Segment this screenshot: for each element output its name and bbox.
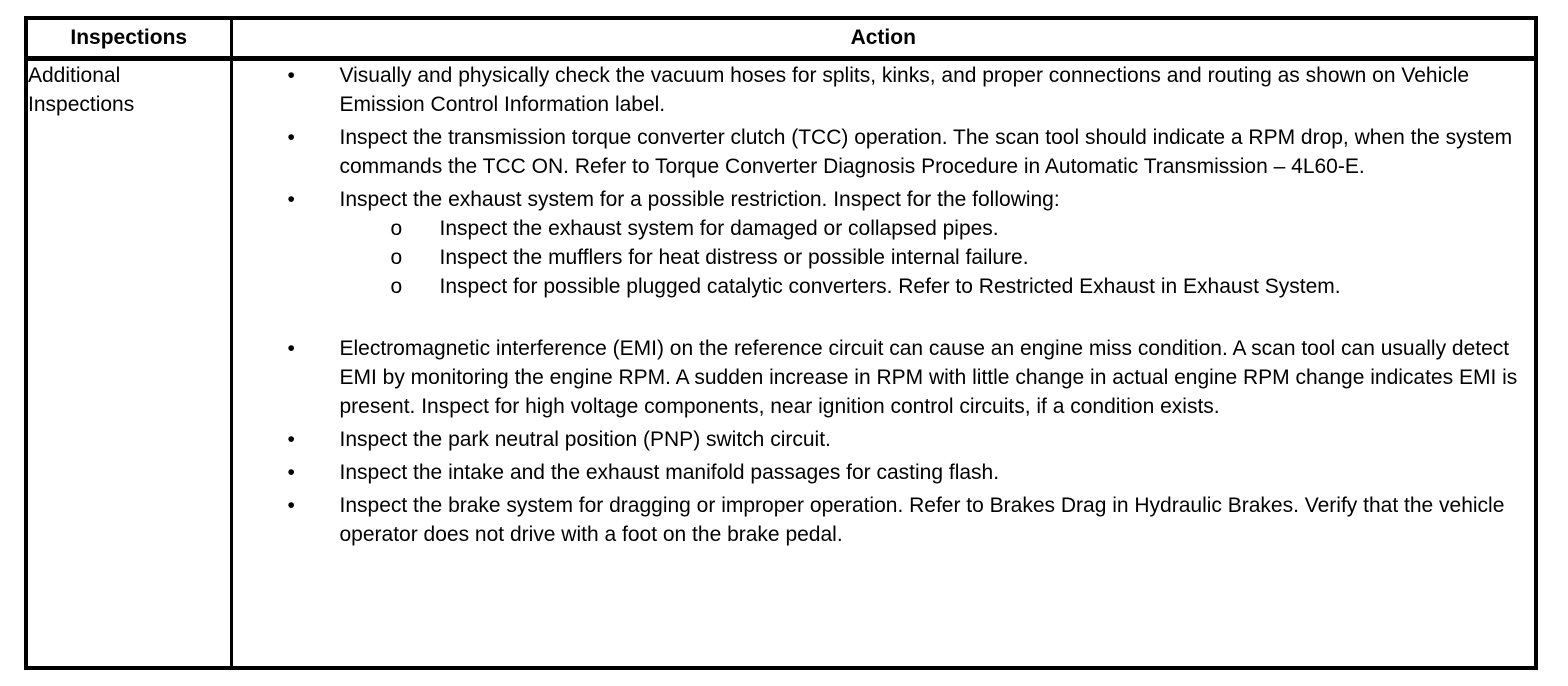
header-inspections: Inspections [26, 18, 231, 59]
action-item-vacuum-hoses [233, 61, 1535, 119]
table-row [26, 59, 1536, 669]
bullet-icon: • [287, 428, 295, 451]
action-item-text: Inspect the transmission torque converter clutch (TCC) operation. The scan tool should indicate a RPM drop, when the system commands the TCC ON. Refer to Torque Converter Diagnosis Procedure in Automatic Transmission – 4L60-E. [339, 126, 1513, 178]
sub-item-catalytic [233, 272, 1535, 301]
action-list [233, 61, 1535, 549]
action-item-tcc [233, 123, 1535, 181]
bullet-icon: • [287, 126, 295, 149]
bullet-icon: • [287, 494, 295, 517]
action-item-text: Visually and physically check the vacuum hoses for splits, kinks, and proper connections and routing as shown on Vehicle Emission Control Information label. [339, 64, 1470, 116]
header-action: Action [231, 18, 1536, 59]
sub-item-text: Inspect the exhaust system for damaged or collapsed pipes. [439, 217, 999, 240]
bullet-icon: • [287, 461, 295, 484]
action-item-emi [233, 334, 1535, 421]
action-item-pnp [233, 425, 1535, 454]
sub-item-mufflers [233, 243, 1535, 272]
action-item-text: Inspect the exhaust system for a possible restriction. Inspect for the following: [339, 188, 1060, 211]
action-item-exhaust [233, 185, 1535, 301]
action-item-manifold [233, 458, 1535, 487]
sub-bullet-icon: o [390, 217, 403, 240]
sub-item-text: Inspect for possible plugged catalytic converters. Refer to Restricted Exhaust in Exhaust System. [439, 275, 1341, 298]
bullet-icon: • [287, 337, 295, 360]
inspections-table [24, 16, 1538, 670]
header-row [26, 18, 1536, 59]
action-item-text: Inspect the intake and the exhaust manifold passages for casting flash. [339, 461, 1000, 484]
action-item-brakes [233, 491, 1535, 549]
sub-bullet-icon: o [390, 275, 403, 298]
sub-item-text: Inspect the mufflers for heat distress or possible internal failure. [439, 246, 1029, 269]
bullet-icon: • [287, 64, 295, 87]
bullet-icon: • [287, 188, 295, 211]
sub-bullet-icon: o [390, 246, 403, 269]
action-item-text: Electromagnetic interference (EMI) on the reference circuit can cause an engine miss condition. A scan tool can usually detect EMI by monitoring the engine RPM. A sudden increase in RPM with little change in actual engine RPM change indicates EMI is present. Inspect for high voltage components, near ignition control circuits, if a condition exists. [339, 337, 1518, 418]
exhaust-sub-list [340, 214, 1535, 301]
action-cell [231, 59, 1536, 669]
inspection-label: Additional Inspections [26, 59, 231, 669]
action-item-text: Inspect the park neutral position (PNP) switch circuit. [339, 428, 831, 451]
action-item-text: Inspect the brake system for dragging or improper operation. Refer to Brakes Drag in Hydraulic Brakes. Verify that the vehicle operator does not drive with a foot on the brake pedal. [339, 494, 1505, 546]
sub-item-pipes [233, 214, 1535, 243]
